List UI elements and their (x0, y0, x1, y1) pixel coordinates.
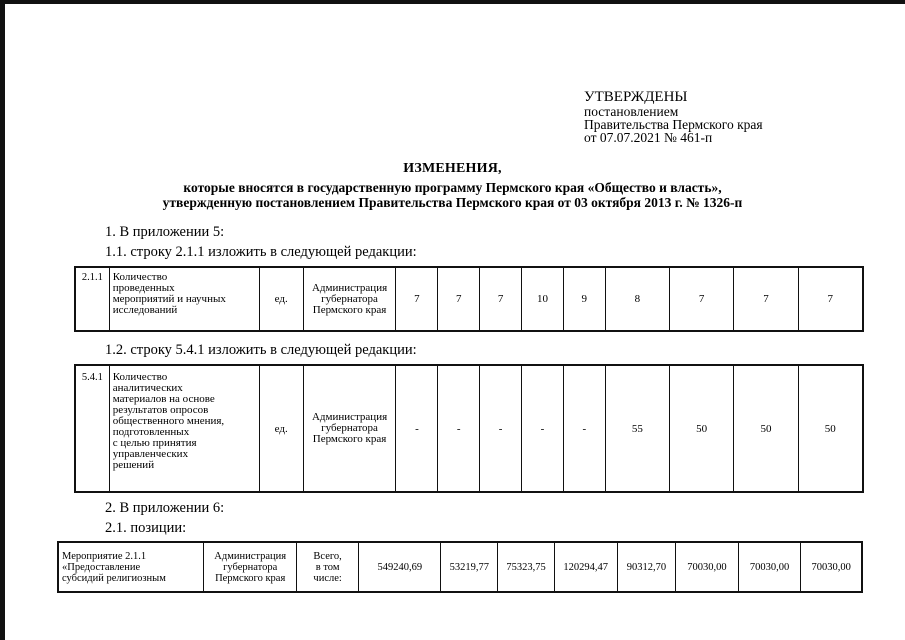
table-row (75, 267, 863, 331)
section-2-1-heading: 2.1. позиции: (105, 520, 187, 536)
value-cell: 10 (522, 267, 564, 331)
row-indicator-name (109, 267, 259, 331)
indicator-line: результатов опросов (112, 404, 209, 416)
indicator-line: Количество (112, 371, 168, 383)
scan-edge-top (0, 0, 905, 4)
amount-cell: 120294,47 (554, 542, 617, 592)
section-1-1-heading: 1.1. строку 2.1.1 изложить в следующей редакции: (105, 244, 417, 260)
org-line: губернатора (321, 292, 378, 305)
indicator-line: подготовленных (112, 426, 190, 438)
approval-title: УТВЕРЖДЕНЫ (584, 89, 688, 105)
row-unit: ед. (259, 267, 303, 331)
value-cell: 55 (605, 365, 669, 492)
org-line: губернатора (223, 561, 278, 573)
org-line: Пермского края (312, 433, 387, 445)
value-cell: - (438, 365, 480, 492)
value-cell: - (480, 365, 522, 492)
value-cell: 50 (670, 365, 734, 492)
value-cell: 50 (798, 365, 863, 492)
org-line: Пермского края (312, 303, 387, 316)
value-cell: 7 (480, 267, 522, 331)
value-cell: - (522, 365, 564, 492)
amount-cell: 549240,69 (359, 542, 441, 592)
value-cell: 50 (734, 365, 798, 492)
total-line: в том (315, 561, 340, 573)
indicator-line: проведенных (112, 282, 175, 294)
subtitle-line-2: утвержденную постановлением Правительства Пермского края от 03 октября 2013 г. № 1326-п (162, 195, 743, 210)
approval-line-3: от 07.07.2021 № 461-п (584, 130, 713, 145)
total-line: числе: (313, 572, 342, 584)
indicator-line: общественного мнения, (112, 415, 225, 427)
value-cell: 7 (438, 267, 480, 331)
amount-cell: 70030,00 (676, 542, 739, 592)
amount-cell: 90312,70 (617, 542, 676, 592)
table-activity-2-1-1 (57, 541, 863, 593)
indicator-line: управленческих (112, 448, 189, 460)
table-row-5-4-1 (74, 364, 864, 493)
document-title: ИЗМЕНЕНИЯ, (403, 161, 502, 176)
value-cell: 8 (605, 267, 669, 331)
value-cell: - (563, 365, 605, 492)
org-line: Администрация (311, 411, 388, 423)
value-cell: 7 (396, 267, 438, 331)
row-code: 2.1.1 (75, 267, 109, 331)
row-code: 5.4.1 (75, 365, 109, 492)
indicator-line: мероприятий и научных (112, 293, 226, 305)
table-row-2-1-1 (74, 266, 864, 332)
row-organization (303, 267, 396, 331)
scan-edge-left (0, 0, 5, 640)
activity-organization (204, 542, 297, 592)
amount-cell: 70030,00 (801, 542, 862, 592)
approval-block (584, 90, 763, 144)
value-cell: 7 (734, 267, 798, 331)
indicator-line: аналитических (112, 382, 183, 394)
approval-line-2: Правительства Пермского края (584, 117, 763, 132)
subtitle-line-1: которые вносятся в государственную программу Пермского края «Общество и власть», (183, 180, 722, 195)
table-row (75, 365, 863, 492)
row-indicator-name (109, 365, 259, 492)
amount-cell: 70030,00 (738, 542, 801, 592)
approval-line-1: постановлением (584, 104, 679, 119)
row-organization (303, 365, 396, 492)
activity-name (58, 542, 204, 592)
document-subtitle (0, 180, 905, 210)
value-cell: 7 (670, 267, 734, 331)
amount-cell: 75323,75 (498, 542, 555, 592)
value-cell: 9 (563, 267, 605, 331)
org-line: Администрация (311, 281, 388, 294)
table-row (58, 542, 862, 592)
indicator-line: решений (112, 459, 155, 471)
value-cell: - (396, 365, 438, 492)
total-line: Всего, (313, 550, 342, 562)
row-unit: ед. (259, 365, 303, 492)
org-line: губернатора (321, 422, 378, 434)
section-2-heading: 2. В приложении 6: (105, 500, 225, 516)
org-line: Администрация (214, 550, 287, 562)
section-1-2-heading: 1.2. строку 5.4.1 изложить в следующей редакции: (105, 342, 417, 358)
indicator-line: исследований (112, 304, 178, 316)
amount-cell: 53219,77 (441, 542, 498, 592)
activity-total-label (296, 542, 358, 592)
indicator-line: с целью принятия (112, 437, 197, 449)
org-line: Пермского края (215, 572, 286, 584)
indicator-line: материалов на основе (112, 393, 215, 405)
activity-line: субсидий религиозным (62, 572, 166, 584)
section-1-heading: 1. В приложении 5: (105, 224, 225, 240)
activity-line: «Предоставление (62, 561, 141, 573)
value-cell: 7 (798, 267, 863, 331)
activity-line: Мероприятие 2.1.1 (62, 550, 147, 562)
indicator-line: Количество (112, 271, 168, 283)
